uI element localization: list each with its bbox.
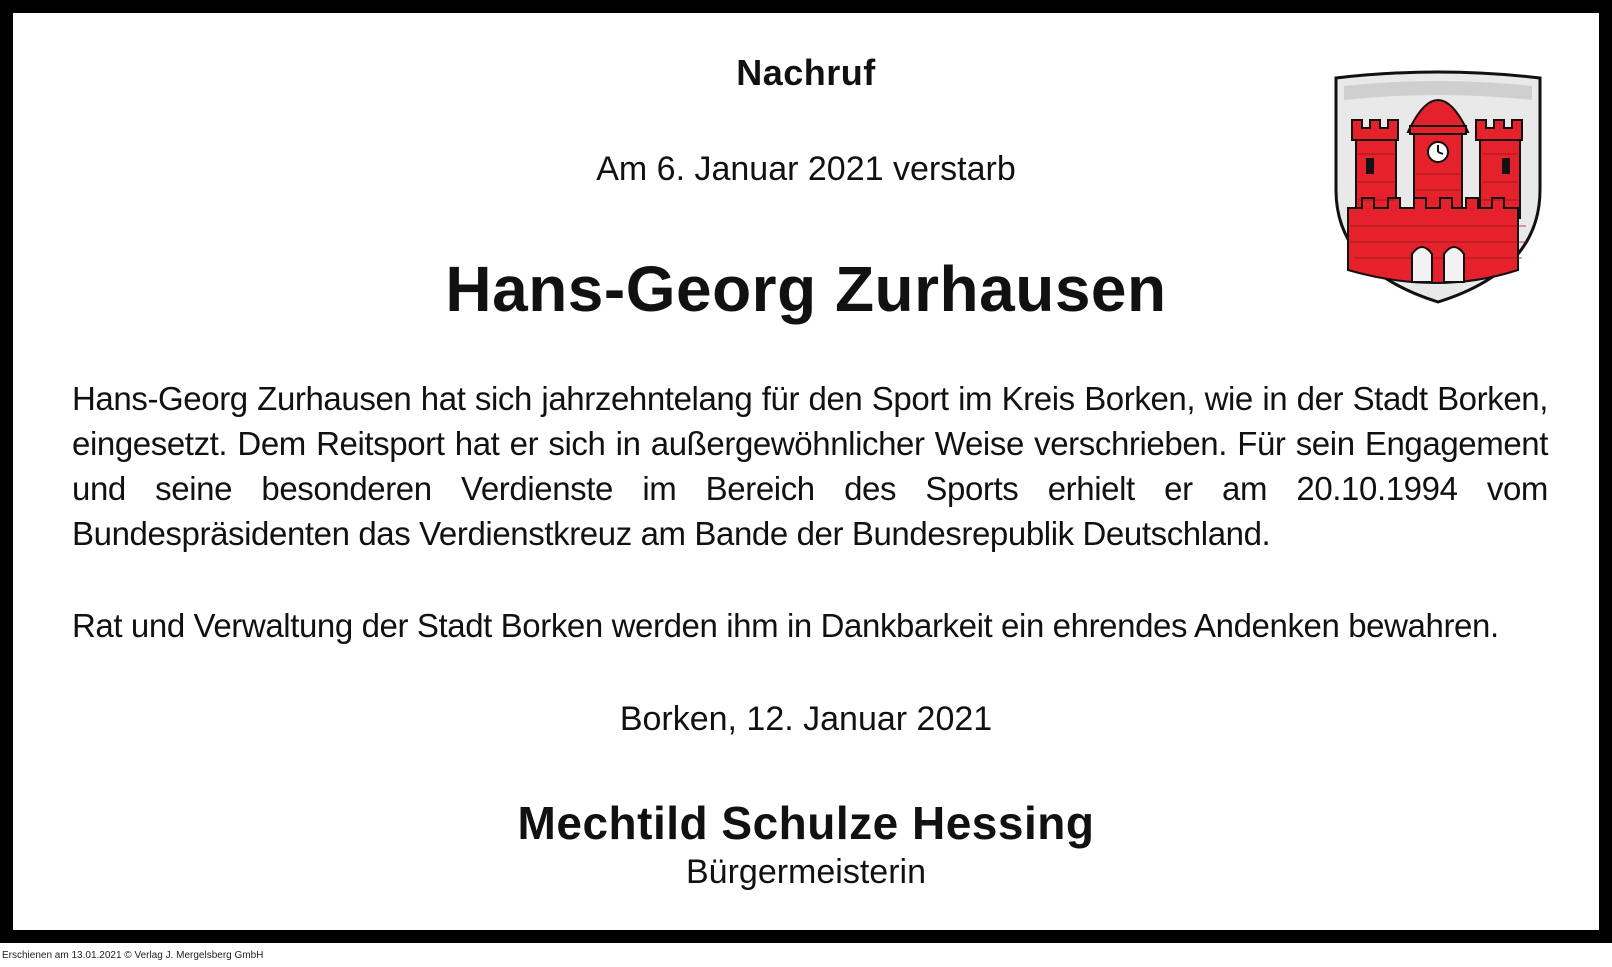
gate-left [1412, 247, 1432, 282]
tribute-paragraph: Hans-Georg Zurhausen hat sich jahrzehntelang für den Sport im Kreis Borken, wie in der Stadt Borken, eingesetzt. Dem Reitsport hat er sich in außergewöhnlicher Weise verschrieben. Für sein Engagement und seine besonderen Verdienste im Bereich des Sports erhielt er am 20.10.1994 vom Bundespräsidenten das Verdienstkreuz am Bande der Bundesrepublik Deutschland. [72, 380, 1548, 552]
signer-role: Bürgermeisterin [686, 853, 926, 891]
gate-right [1444, 247, 1464, 282]
place-and-date: Borken, 12. Januar 2021 [619, 700, 993, 738]
publication-footer: Erschienen am 13.01.2021 © Verlag J. Mergelsberg GmbH [2, 950, 264, 961]
remembrance-paragraph: Rat und Verwaltung der Stadt Borken werden ihm in Dankbarkeit ein ehrendes Andenken bewahren. [72, 607, 1499, 644]
death-announcement-line: Am 6. Januar 2021 verstarb [596, 150, 1016, 188]
deceased-name: Hans-Georg Zurhausen [445, 253, 1167, 325]
signer-name: Mechtild Schulze Hessing [517, 797, 1095, 849]
notice-heading: Nachruf [736, 52, 876, 93]
borken-coat-of-arms-icon [1330, 70, 1546, 306]
